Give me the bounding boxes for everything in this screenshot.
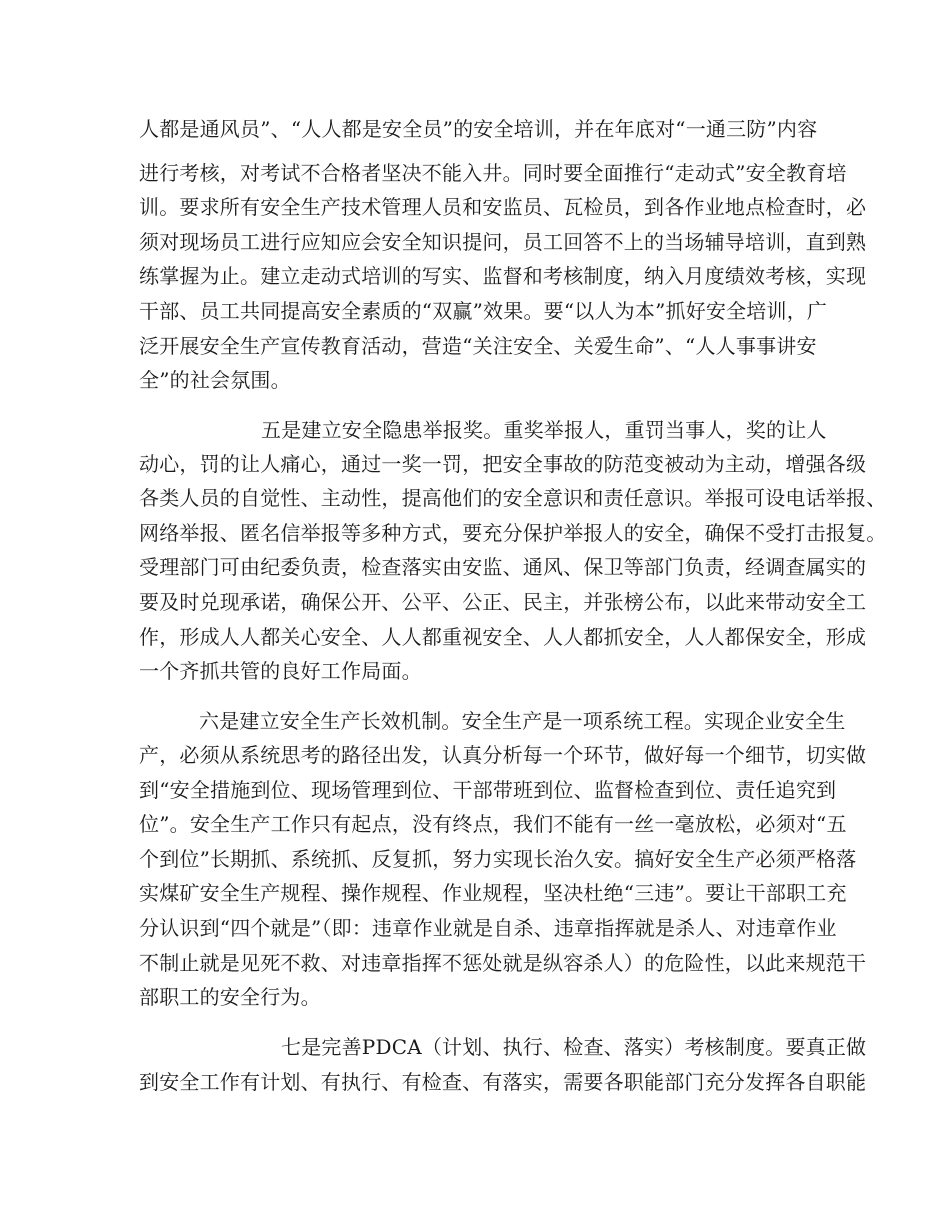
text-line: 实煤矿安全生产规程、操作规程、作业规程，坚决杜绝“三违”。要让干部职工充	[139, 881, 847, 905]
text-line: 一个齐抓共管的良好工作局面。	[139, 659, 422, 683]
text-line: 人都是通风员”、“人人都是安全员”的安全培训，并在年底对“一通三防”内容	[139, 117, 818, 141]
paragraph-first-line: 六是建立安全生产长效机制。安全生产是一项系统工程。实现企业安全生	[199, 709, 846, 733]
text-line: 须对现场员工进行应知应会安全知识提问，员工回答不上的当场辅导培训，直到熟	[139, 230, 867, 254]
text-line: 训。要求所有安全生产技术管理人员和安监员、瓦检员，到各作业地点检查时，必	[139, 195, 867, 219]
paragraph-first-line: 七是完善PDCA（计划、执行、检查、落实）考核制度。要真正做	[281, 1035, 867, 1059]
text-line: 进行考核，对考试不合格者坚决不能入井。同时要全面推行“走动式”安全教育培	[139, 161, 847, 185]
text-line: 部职工的安全行为。	[139, 985, 321, 1009]
text-line: 到安全工作有计划、有执行、有检查、有落实，需要各职能部门充分发挥各自职能	[139, 1070, 867, 1094]
text-line: 网络举报、匿名信举报等多种方式，要充分保护举报人的安全，确保不受打击报复。	[139, 521, 887, 545]
text-line: 到“安全措施到位、现场管理到位、干部带班到位、监督检查到位、责任追究到	[139, 778, 837, 802]
text-line: 练掌握为止。建立走动式培训的写实、监督和考核制度，纳入月度绩效考核，实现	[139, 264, 867, 288]
text-line: 受理部门可由纪委负责，检查落实由安监、通风、保卫等部门负责，经调查属实的	[139, 555, 867, 579]
text-line: 产，必须从系统思考的路径出发，认真分析每一个环节，做好每一个细节，切实做	[139, 743, 867, 767]
text-line: 泛开展安全生产宣传教育活动，营造“关注安全、关爱生命”、“人人事事讲安	[139, 334, 817, 358]
text-line: 全”的社会氛围。	[139, 368, 291, 392]
text-line: 要及时兑现承诺，确保公开、公平、公正、民主，并张榜公布，以此来带动安全工	[139, 590, 867, 614]
text-line: 个到位”长期抓、系统抓、反复抓，努力实现长治久安。搞好安全生产必须严格落	[139, 847, 857, 871]
text-line: 动心，罚的让人痛心，通过一奖一罚，把安全事故的防范变被动为主动，增强各级	[139, 452, 867, 476]
text-line: 各类人员的自觉性、主动性，提高他们的安全意识和责任意识。举报可设电话举报、	[139, 486, 887, 510]
text-line: 分认识到“四个就是”（即：违章作业就是自杀、违章指挥就是杀人、对违章作业	[139, 916, 837, 940]
text-line: 位”。安全生产工作只有起点，没有终点，我们不能有一丝一毫放松，必须对“五	[139, 812, 847, 836]
text-line: 干部、员工共同提高安全素质的“双赢”效果。要“以人为本”抓好安全培训，广	[139, 299, 828, 323]
text-line: 不制止就是见死不救、对违章指挥不惩处就是纵容杀人）的危险性，以此来规范干	[139, 951, 867, 975]
text-line: 作，形成人人都关心安全、人人都重视安全、人人都抓安全，人人都保安全，形成	[139, 625, 867, 649]
paragraph-first-line: 五是建立安全隐患举报奖。重奖举报人，重罚当事人，奖的让人	[261, 418, 827, 442]
